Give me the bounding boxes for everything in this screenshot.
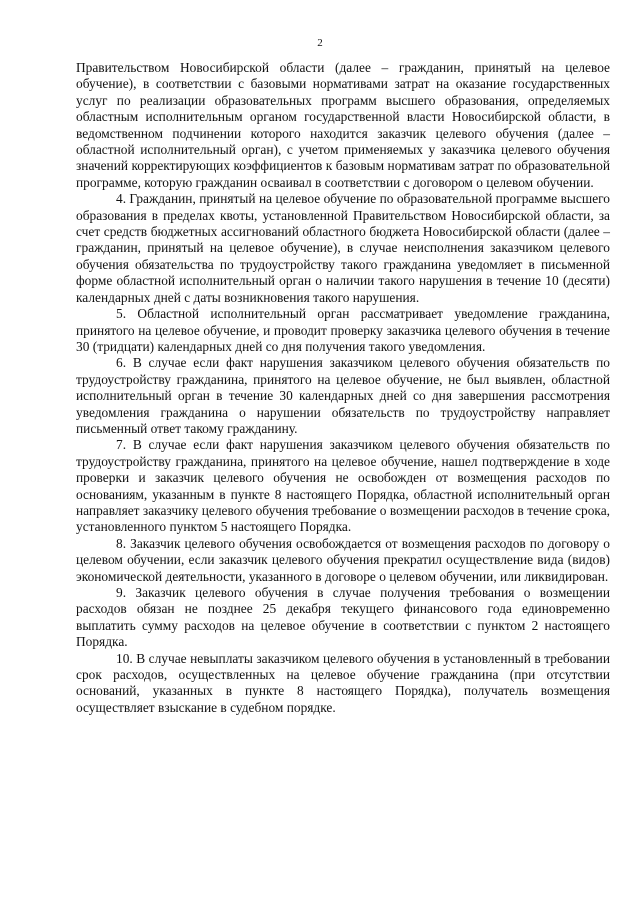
- paragraph-item-10: 10. В случае невыплаты заказчиком целевого обучения в установленный в требовании срок расходов, осуществленных на целевое обучение гражданина (при отсутствии оснований, указанных в пункте 8 настоящего Порядка), получатель возмещения осуществляет взыскание в судебном порядке.: [76, 650, 610, 715]
- paragraph-continuation: Правительством Новосибирской области (далее – гражданин, принятый на целевое обучение), в соответствии с базовыми нормативами затрат на оказание государственных услуг по реализации образовательных программ высшего образования, определяемых областным исполнительным органом государственной власти Новосибирской области, в ведомственном подчинении которого находится заказчик целевого обучения (далее – областной исполнительный орган), с учетом применяемых у заказчика целевого обучения значений корректирующих коэффициентов к базовым нормативам затрат по образовательной программе, которую гражданин осваивал в соответствии с договором о целевом обучении.: [76, 60, 610, 190]
- document-body: [76, 60, 610, 716]
- paragraph-item-9: 9. Заказчик целевого обучения в случае получения требования о возмещении расходов обязан не позднее 25 декабря текущего финансового года единовременно выплатить сумму расходов на целевое обучение в соответствии с пунктом 2 настоящего Порядка.: [76, 585, 610, 650]
- paragraph-item-8: 8. Заказчик целевого обучения освобождается от возмещения расходов по договору о целевом обучении, если заказчик целевого обучения прекратил осуществление вида (видов) экономической деятельности, указанного в договоре о целевом обучении, или ликвидирован.: [76, 535, 610, 584]
- paragraph-item-7: 7. В случае если факт нарушения заказчиком целевого обучения обязательств по трудоустройству гражданина, принятого на целевое обучение, нашел подтверждение в ходе проверки и заказчик целевого обучения не освобожден от возмещения расходов по основаниям, указанным в пункте 8 настоящего Порядка, областной исполнительный орган направляет заказчику целевого обучения требование о возмещении расходов в течение срока, установленного пунктом 5 настоящего Порядка.: [76, 437, 610, 535]
- paragraph-item-6: 6. В случае если факт нарушения заказчиком целевого обучения обязательств по трудоустройству гражданина, принятого на целевое обучение, не был выявлен, областной исполнительный орган в течение 30 календарных дней со дня завершения рассмотрения уведомления гражданина о нарушении обязательств по трудоустройству направляет письменный ответ такому гражданину.: [76, 355, 610, 436]
- paragraph-item-4: 4. Гражданин, принятый на целевое обучение по образовательной программе высшего образования в пределах квоты, установленной Правительством Новосибирской области, за счет средств бюджетных ассигнований областного бюджета Новосибирской области (далее – гражданин, принятый на целевое обучение), в случае неисполнения заказчиком целевого обучения обязательства по трудоустройству такого гражданина уведомляет в письменной форме областной исполнительный орган о наличии такого нарушения в течение 10 (десяти) календарных дней с даты возникновения такого нарушения.: [76, 191, 610, 305]
- paragraph-item-5: 5. Областной исполнительный орган рассматривает уведомление гражданина, принятого на целевое обучение, и проводит проверку заказчика целевого обучения в течение 30 (тридцати) календарных дней со дня получения такого уведомления.: [76, 306, 610, 354]
- page-number: 2: [317, 37, 323, 49]
